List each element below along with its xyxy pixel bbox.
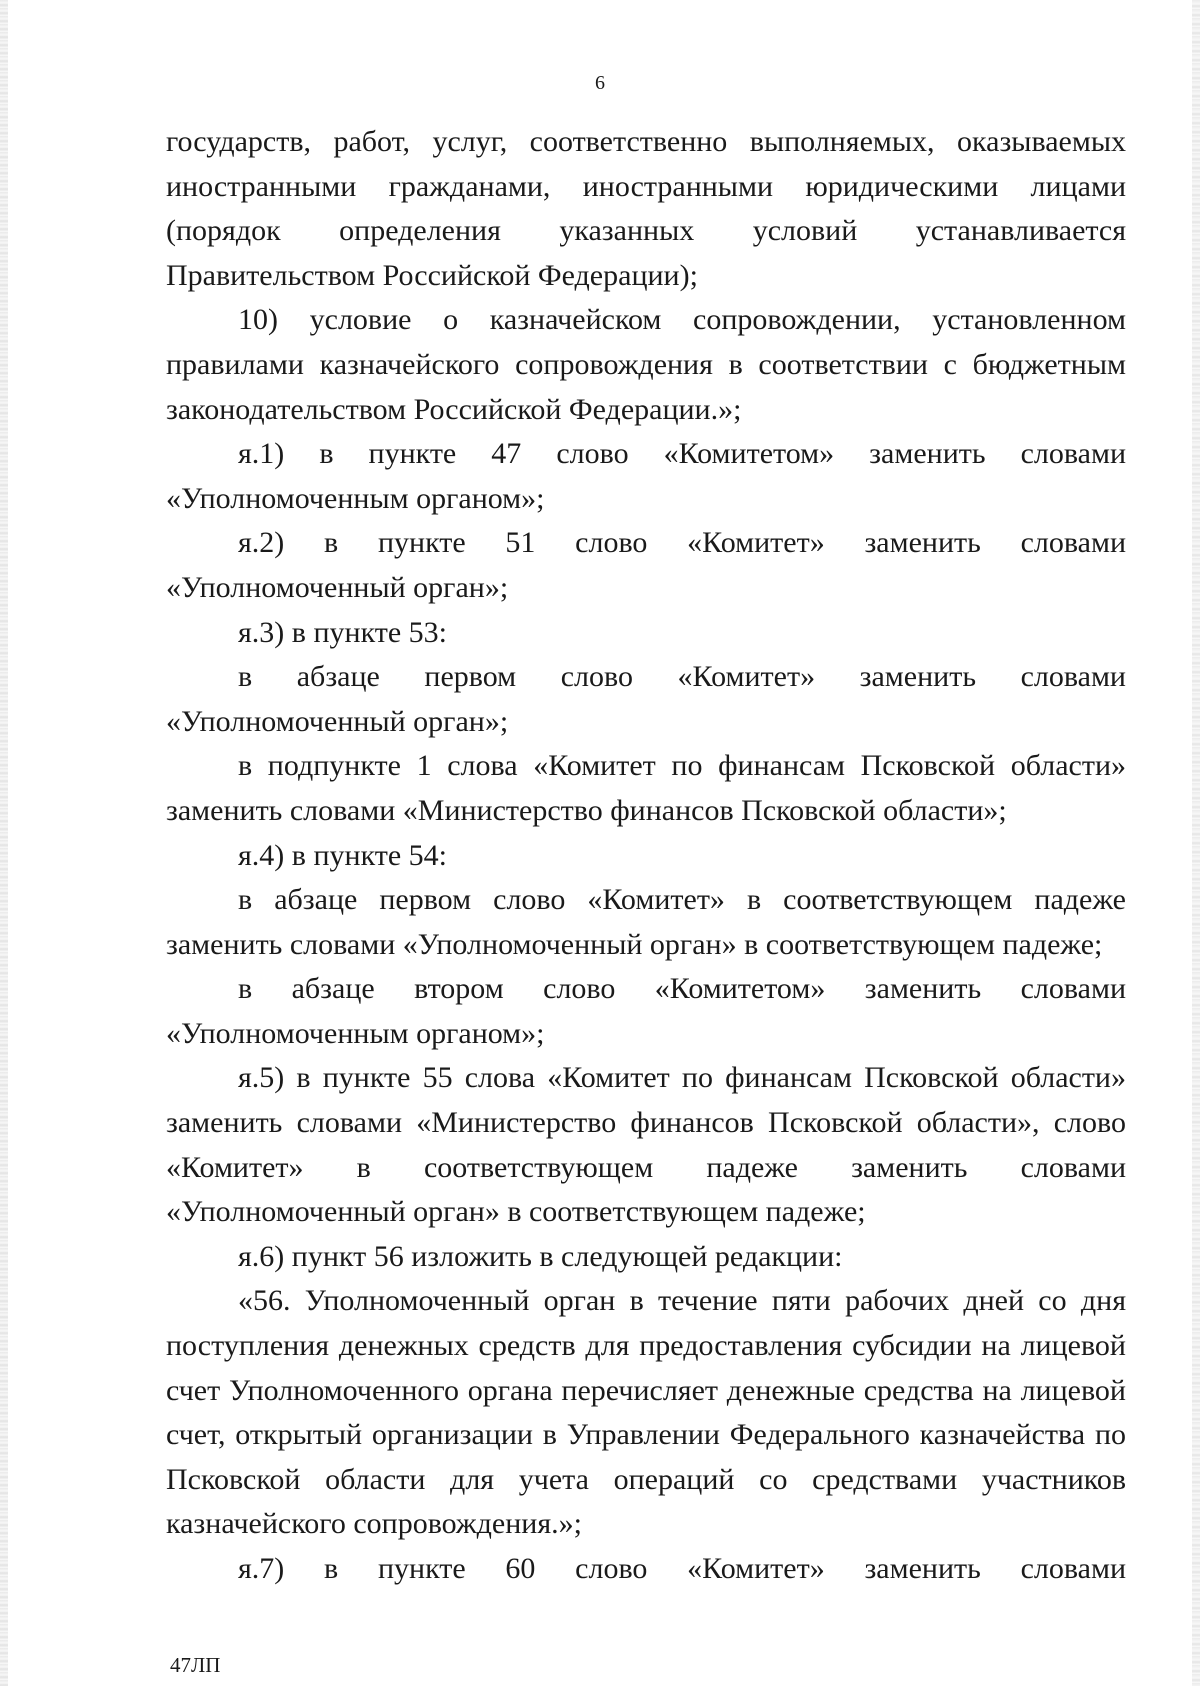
paragraph-1: государств, работ, услуг, соответственно выполняемых, оказываемых иностранными гражданами, иностранными юридическими лицами (порядок определения указанных условий устанавливается Правительством Российской Федерации); [166,125,1126,292]
paragraph-14: я.7) в пункте 60 слово «Комитет» заменить словами [238,1552,1126,1585]
scan-edge-left [0,0,8,1686]
paragraph-3: я.1) в пункте 47 слово «Комитетом» заменить словами «Уполномоченным органом»; [166,437,1126,515]
paragraph-5: я.3) в пункте 53: [238,615,448,649]
page-number: 6 [595,72,605,94]
paragraph-4: я.2) в пункте 51 слово «Комитет» заменить словами «Уполномоченный орган»; [166,526,1126,604]
scan-edge-right [1192,0,1200,1686]
paragraph-9: в абзаце первом слово «Комитет» в соответствующем падеже заменить словами «Уполномоченный орган» в соответствующем падеже; [166,883,1126,961]
paragraph-8: я.4) в пункте 54: [238,838,448,872]
document-code: 47ЛП [170,1653,221,1677]
paragraph-7: в подпункте 1 слова «Комитет по финансам Псковской области» заменить словами «Министерство финансов Псковской области»; [166,749,1126,827]
document-body [166,120,1126,1592]
paragraph-2: 10) условие о казначейском сопровождении, установленном правилами казначейского сопровождения в соответствии с бюджетным законодательством Российской Федерации.»; [166,303,1126,426]
paragraph-6: в абзаце первом слово «Комитет» заменить словами «Уполномоченный орган»; [166,660,1126,738]
paragraph-12: я.6) пункт 56 изложить в следующей редакции: [238,1239,843,1273]
paragraph-13: «56. Уполномоченный орган в течение пяти рабочих дней со дня поступления денежных средств для предоставления субсидии на лицевой счет Уполномоченного органа перечисляет денежные средства на лицевой счет, открытый организации в Управлении Федерального казначейства по Псковской области для учета операций со средствами участников казначейского сопровождения.»; [166,1284,1126,1541]
paragraph-10: в абзаце втором слово «Комитетом» заменить словами «Уполномоченным органом»; [166,972,1126,1050]
paragraph-11: я.5) в пункте 55 слова «Комитет по финансам Псковской области» заменить словами «Министерство финансов Псковской области», слово «Комитет» в соответствующем падеже заменить словами «Уполномоченный орган» в соответствующем падеже; [166,1061,1126,1229]
